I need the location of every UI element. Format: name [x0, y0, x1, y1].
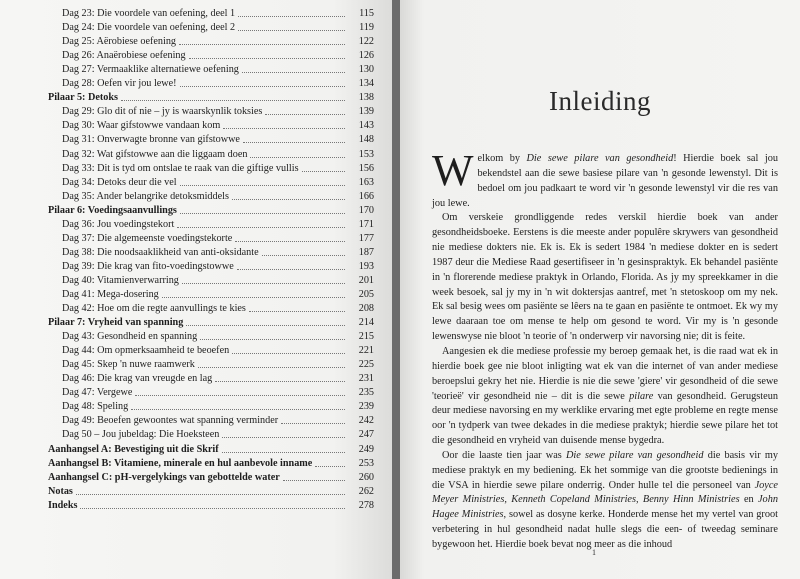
toc-leader-dots — [177, 227, 345, 228]
toc-entry-title: Dag 28: Oefen vir jou lewe! — [62, 78, 177, 90]
toc-entry — [48, 399, 374, 413]
toc-page-number: 205 — [358, 288, 374, 300]
toc-page-number: 138 — [358, 92, 374, 104]
toc-entry — [48, 301, 374, 315]
toc-page-number: 139 — [358, 106, 374, 118]
chapter-body — [432, 146, 779, 553]
emphasis: pilare — [629, 390, 654, 402]
toc-section-heading — [48, 484, 374, 498]
toc-page-number: 242 — [358, 415, 374, 427]
toc-entry — [48, 357, 374, 371]
book-title-emphasis: Die sewe pilare van gesondheid — [526, 153, 674, 164]
toc-page-number: 177 — [358, 232, 374, 244]
toc-entry-title: Dag 49: Beoefen gewoontes wat spanning verminder — [62, 415, 279, 427]
toc-leader-dots — [76, 494, 345, 495]
emphasis: Die sewe pilare van gesondheid — [565, 449, 704, 461]
toc-entry-title: Pilaar 5: Detoks — [48, 92, 118, 104]
toc-leader-dots — [238, 16, 345, 17]
toc-page-number: 262 — [358, 485, 374, 497]
toc-entry-title: Dag 50 – Jou jubeldag: Die Hoeksteen — [62, 429, 220, 441]
toc-entry-title: Dag 36: Jou voedingstekort — [62, 218, 175, 230]
toc-page-number: 249 — [358, 443, 374, 455]
toc-entry — [48, 217, 374, 231]
toc-section-heading — [48, 498, 374, 512]
toc-entry-title: Dag 47: Vergewe — [62, 387, 133, 399]
toc-leader-dots — [121, 100, 345, 101]
toc-entry-title: Dag 32: Wat gifstowwe aan die liggaam doen — [62, 148, 248, 160]
toc-page-number: 235 — [358, 387, 374, 399]
toc-entry — [48, 287, 374, 301]
toc-section-heading — [48, 470, 374, 484]
toc-page-number: 126 — [358, 50, 374, 62]
toc-leader-dots — [182, 283, 345, 284]
toc-entry-title: Dag 24: Die voordele van oefening, deel 2 — [62, 22, 236, 34]
toc-entry — [48, 161, 374, 175]
paragraph-4 — [432, 449, 778, 553]
toc-page-number: 193 — [358, 260, 374, 272]
toc-entry — [48, 76, 374, 90]
toc-section-heading — [48, 441, 374, 455]
toc-entry-title: Aanhangsel A: Bevestiging uit die Skrif — [48, 443, 219, 455]
text-run: ! Hierdie boek sal jou bekendstel aan die sewe basiese pilare van 'n gesonde lewenstyl. Dit is bedoel om jou padkaart te word vir 'n gesonde lewenstyl vir die res van jou lewe. — [432, 153, 778, 209]
toc-leader-dots — [222, 437, 345, 438]
paragraph-3 — [432, 345, 778, 449]
toc-leader-dots — [131, 409, 345, 410]
toc-leader-dots — [179, 44, 345, 45]
toc-leader-dots — [80, 508, 345, 509]
toc-page-number: 143 — [358, 120, 374, 132]
toc-leader-dots — [235, 241, 345, 242]
toc-entry — [48, 104, 374, 118]
toc-entry-title: Aanhangsel C: pH-vergelykings van gebottelde water — [48, 471, 280, 483]
toc-page-number: 153 — [358, 148, 374, 160]
toc-entry — [48, 146, 374, 160]
toc-entry-title: Dag 33: Dit is tyd om ontslae te raak van die giftige vullis — [62, 162, 299, 174]
toc-leader-dots — [243, 142, 345, 143]
toc-leader-dots — [222, 452, 345, 453]
toc-entry-title: Dag 37: Die algemeenste voedingstekorte — [62, 232, 233, 244]
toc-page-number: 215 — [358, 331, 374, 343]
chapter-title: Inleiding — [549, 86, 651, 116]
text-run: van gesondheid. Gerugsteun deur mediese navorsing en my werklike ervaring met egte probleme en regte mense oor 'n tydperk van twee dekades in die mediese praktyk; hierdie sewe pilare het tot die gesondheid en vryheid van duisende mense bygedra. — [432, 390, 779, 447]
toc-entry-title: Dag 30: Waar gifstowwe vandaan kom — [62, 120, 221, 132]
toc-page-number: 187 — [358, 246, 374, 258]
toc-entry-title: Dag 42: Hoe om die regte aanvullings te kies — [62, 303, 246, 315]
toc-page-number: 166 — [358, 190, 374, 202]
toc-leader-dots — [242, 72, 345, 73]
toc-entry — [48, 329, 374, 343]
toc-page-number: 122 — [358, 36, 374, 48]
toc-entry — [48, 62, 374, 76]
text-run: die basis vir my mediese praktyk en my bediening. Ek het sommige van die grootste bedienings in die VSA in hierdie sewe pilare onderrig. Onder hulle tel die personeel van — [432, 449, 778, 491]
toc-leader-dots — [315, 466, 345, 467]
toc-leader-dots — [215, 381, 345, 382]
toc-leader-dots — [200, 339, 345, 340]
text-run: , sowel as dosyne kerke. Honderde mense het my vertel van groot verbetering in hul gesondheid nadat hulle slegs die een- of tweedag seminare bygewoon het. Hierdie boek bevat nog meer as die inhoud — [432, 509, 778, 550]
toc-leader-dots — [281, 423, 345, 424]
toc-entry-title: Dag 40: Vitamienverwarring — [62, 274, 179, 286]
toc-entry-title: Dag 35: Ander belangrike detoksmiddels — [62, 190, 229, 202]
toc-entry-title: Dag 44: Om opmerksaamheid te beoefen — [62, 345, 230, 357]
toc-page-number: 231 — [358, 373, 374, 385]
toc-leader-dots — [135, 395, 345, 396]
toc-leader-dots — [237, 269, 345, 270]
toc-page-number: 214 — [358, 317, 374, 329]
toc-entry-title: Pilaar 7: Vryheid van spanning — [48, 317, 184, 329]
toc-leader-dots — [262, 255, 345, 256]
toc-entry-title: Notas — [48, 485, 73, 497]
toc-entry-title: Dag 34: Detoks deur die vel — [62, 176, 177, 188]
toc-section-heading — [48, 315, 374, 329]
toc-section-heading — [48, 90, 374, 104]
toc-entry-title: Pilaar 6: Voedingsaanvullings — [48, 204, 177, 216]
toc-leader-dots — [249, 311, 345, 312]
text-run: Aangesien ek die mediese professie my beroep gemaak het, is die raad wat ek in hierdie boek gee nie bloot inligting wat ek van die internet of van ander mediese beroepslui gekry het nie. Hierdie is nie die sewe 'giere' vir gesondheid of die sewe 'teorieë' vir gesondheid nie – dit is die sewe — [432, 345, 778, 402]
toc-leader-dots — [162, 297, 345, 298]
toc-page-number: 148 — [358, 134, 374, 146]
toc-entry-title: Dag 31: Onverwagte bronne van gifstowwe — [62, 134, 240, 146]
emphasis: John Hagee Ministries — [432, 494, 778, 521]
left-page — [0, 0, 392, 579]
toc-page-number: 119 — [359, 22, 374, 34]
toc-entry — [48, 343, 374, 357]
text-run: elkom by — [477, 153, 527, 164]
paragraph-1 — [432, 146, 778, 211]
toc-page-number: 130 — [358, 64, 374, 76]
toc-leader-dots — [189, 58, 345, 59]
toc-leader-dots — [232, 199, 345, 200]
toc-page-number: 170 — [358, 204, 374, 216]
toc-entry — [48, 6, 374, 20]
toc-page-number: 171 — [358, 218, 374, 230]
toc-page-number: 239 — [358, 401, 374, 413]
toc-leader-dots — [283, 480, 345, 481]
toc-entry-title: Dag 46: Die krag van vreugde en lag — [62, 373, 213, 385]
table-of-contents — [48, 6, 374, 512]
toc-leader-dots — [223, 128, 345, 129]
text-run: Oor die laaste tien jaar was — [442, 449, 566, 461]
toc-entry — [48, 427, 374, 441]
toc-page-number: 201 — [358, 274, 374, 286]
toc-entry-title: Dag 43: Gesondheid en spanning — [62, 331, 198, 343]
toc-entry — [48, 118, 374, 132]
toc-entry-title: Aanhangsel B: Vitamiene, minerale en hul aanbevole inname — [48, 457, 313, 469]
toc-entry-title: Dag 38: Die noodsaaklikheid van anti-oksidante — [62, 246, 259, 258]
toc-leader-dots — [180, 86, 345, 87]
text-run: en — [739, 494, 758, 506]
toc-page-number: 247 — [358, 429, 374, 441]
toc-leader-dots — [180, 185, 345, 186]
drop-cap: W — [432, 146, 474, 195]
toc-page-number: 163 — [358, 176, 374, 188]
toc-section-heading — [48, 456, 374, 470]
page-number: 1 — [592, 548, 596, 557]
toc-entry-title: Dag 26: Anaërobiese oefening — [62, 50, 186, 62]
toc-entry — [48, 245, 374, 259]
toc-leader-dots — [265, 114, 345, 115]
toc-entry — [48, 48, 374, 62]
toc-page-number: 225 — [358, 359, 374, 371]
toc-page-number: 115 — [359, 8, 374, 20]
toc-entry — [48, 259, 374, 273]
toc-page-number: 278 — [358, 499, 374, 511]
toc-entry — [48, 189, 374, 203]
toc-entry — [48, 273, 374, 287]
toc-entry — [48, 231, 374, 245]
emphasis: Joyce Meyer Ministries, Kenneth Copeland Ministries, Benny Hinn Ministries — [432, 479, 778, 506]
toc-leader-dots — [250, 157, 345, 158]
toc-entry-title: Dag 41: Mega-dosering — [62, 288, 159, 300]
toc-leader-dots — [232, 353, 345, 354]
toc-page-number: 208 — [358, 303, 374, 315]
book-gutter — [392, 0, 400, 579]
toc-entry-title: Dag 27: Vermaaklike alternatiewe oefening — [62, 64, 239, 76]
toc-entry-title: Indeks — [48, 499, 78, 511]
toc-entry — [48, 20, 374, 34]
toc-section-heading — [48, 203, 374, 217]
toc-leader-dots — [180, 213, 345, 214]
toc-page-number: 253 — [358, 457, 374, 469]
toc-entry-title: Dag 45: Skep 'n nuwe raamwerk — [62, 359, 195, 371]
toc-entry-title: Dag 23: Die voordele van oefening, deel 1 — [62, 8, 236, 20]
toc-entry — [48, 371, 374, 385]
toc-leader-dots — [186, 325, 345, 326]
toc-entry-title: Dag 25: Aërobiese oefening — [62, 36, 177, 48]
toc-leader-dots — [198, 367, 345, 368]
toc-page-number: 260 — [358, 471, 374, 483]
toc-leader-dots — [302, 171, 345, 172]
toc-page-number: 134 — [358, 78, 374, 90]
toc-entry — [48, 34, 374, 48]
toc-entry — [48, 413, 374, 427]
toc-entry-title: Dag 48: Speling — [62, 401, 129, 413]
toc-entry-title: Dag 39: Die krag van fito-voedingstowwe — [62, 260, 234, 272]
toc-page-number: 156 — [358, 162, 374, 174]
toc-entry — [48, 132, 374, 146]
paragraph-2: Om verskeie grondliggende redes verskil hierdie boek van ander gesondheidsboeke. Eerstens is die meeste ander populêre skrywers van gesondheid nie mediese dokters nie. Ek is. Ek is sedert 1984 'n mediese dokter en is sedert 1987 deur die Mediese Raad gesertifiseer in 'n gesinspraktyk. Ek behandel pasiënte in 'n florerende mediese praktyk in Orlando, Florida. As jy my spreekkamer in die week besoek, sal jy my in 'n wit doktersjas aantref, met 'n stetoskoop om my nek. Ek sal besig wees om pasiënte se lêers na te gaan en pasiënte te ontmoet. Ek wy my lewe daaraan toe om mense te help om gesond te word. Vir my is 'n gesonde lewenswyse nie bloot 'n teorie of 'n onderwerp vir navorsing nie; dit is feite. — [432, 212, 778, 343]
toc-page-number: 221 — [358, 345, 374, 357]
toc-entry-title: Dag 29: Glo dit of nie – jy is waarskynlik toksies — [62, 106, 263, 118]
toc-leader-dots — [238, 30, 345, 31]
toc-entry — [48, 385, 374, 399]
toc-entry — [48, 175, 374, 189]
